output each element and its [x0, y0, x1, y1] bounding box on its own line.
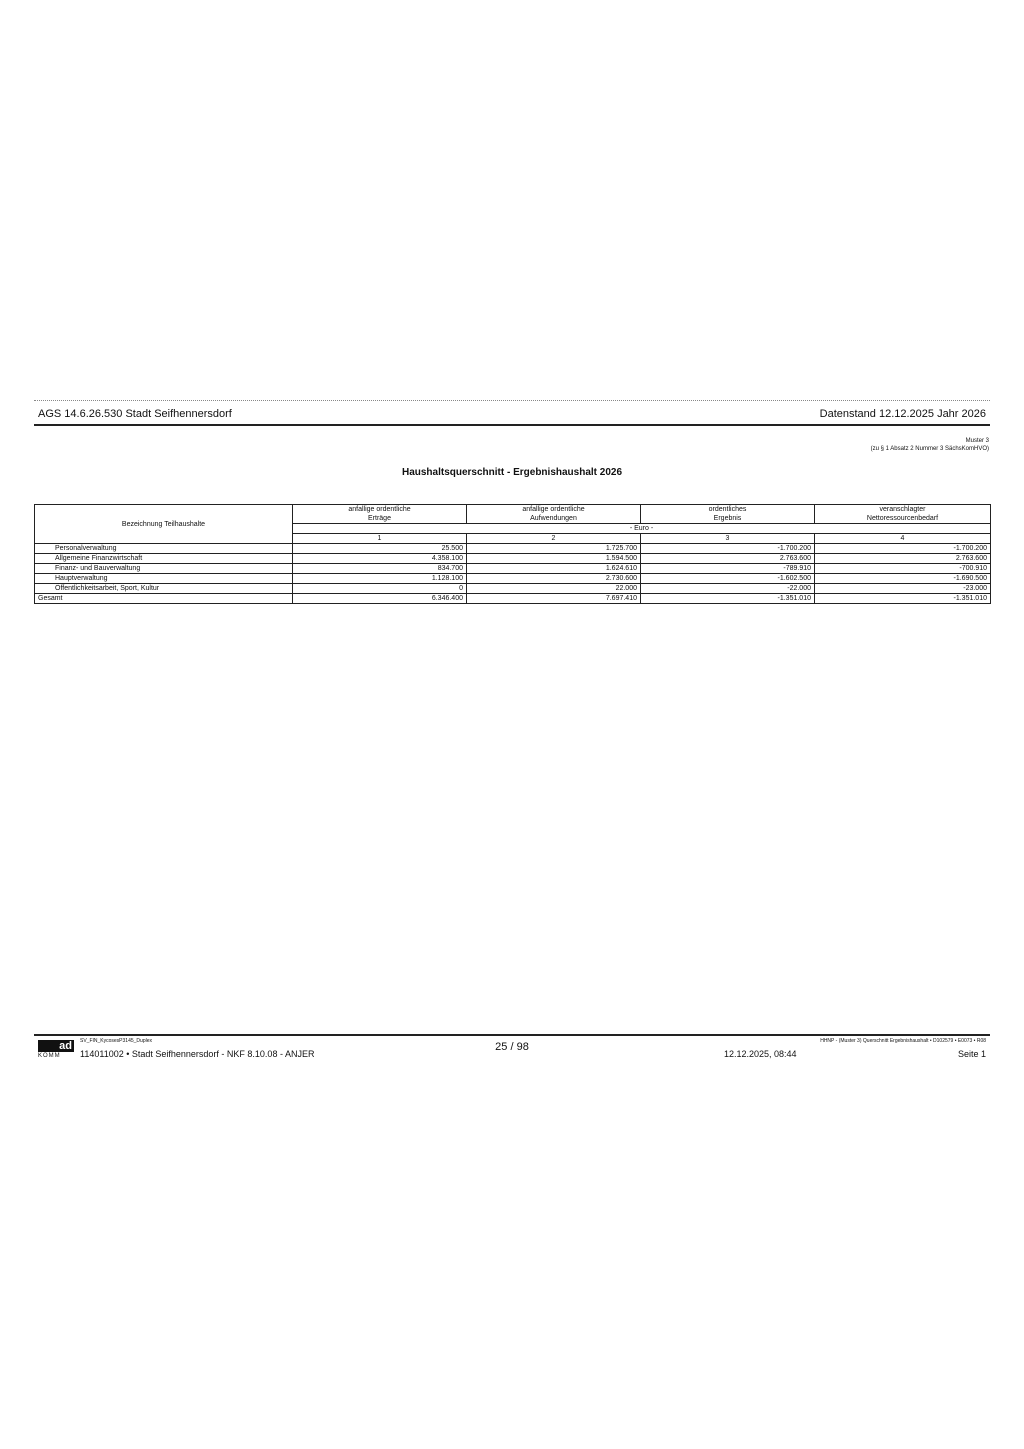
- footer-page-count: 25 / 98: [495, 1041, 529, 1053]
- table-row: [35, 544, 991, 554]
- table-row: [35, 564, 991, 574]
- cell-ertraege: 4.358.100: [293, 554, 467, 564]
- table-row: [35, 574, 991, 584]
- top-dotted-divider: [34, 400, 990, 401]
- logo-komm-text: KOMM: [38, 1053, 61, 1059]
- row-name: Allgemeine Finanzwirtschaft: [35, 554, 293, 564]
- cell-ertraege: 25.500: [293, 544, 467, 554]
- muster-reference: [871, 437, 989, 453]
- footer-organization: 114011002 • Stadt Seifhennersdorf - NKF 8.10.08 - ANJER: [80, 1049, 315, 1059]
- footer-report-id: SV_FIN_KycosesP3145_Duplex: [80, 1038, 152, 1044]
- cell-ergebnis: 2.763.600: [641, 554, 815, 564]
- cell-ertraege: 1.128.100: [293, 574, 467, 584]
- column-number: 2: [467, 534, 641, 544]
- total-ertraege: 6.346.400: [293, 594, 467, 604]
- footer-divider: [34, 1034, 990, 1036]
- muster-line-2: (zu § 1 Absatz 2 Nummer 3 SächsKomHVO): [870, 446, 989, 452]
- row-name: Öffentlichkeitsarbeit, Sport, Kultur: [35, 584, 293, 594]
- muster-line-1: Muster 3: [965, 438, 989, 444]
- total-nettoressourcenbedarf: -1.351.010: [815, 594, 991, 604]
- total-ergebnis: -1.351.010: [641, 594, 815, 604]
- column-header-name: Bezeichnung Teilhaushalte: [35, 505, 293, 544]
- footer-timestamp: 12.12.2025, 08:44: [724, 1049, 797, 1059]
- cell-nettoressourcenbedarf: -1.700.200: [815, 544, 991, 554]
- row-name: Personalverwaltung: [35, 544, 293, 554]
- column-header-4: veranschlagter Nettoressourcenbedarf: [815, 505, 991, 524]
- column-header-2: anfallige ordentliche Aufwendungen: [467, 505, 641, 524]
- cell-nettoressourcenbedarf: -700.910: [815, 564, 991, 574]
- cell-aufwendungen: 2.730.600: [467, 574, 641, 584]
- page-title: Haushaltsquerschnitt - Ergebnishaushalt 2026: [401, 467, 623, 478]
- logo-ad-text: ad: [38, 1040, 74, 1052]
- cell-ergebnis: -22.000: [641, 584, 815, 594]
- table-row: [35, 584, 991, 594]
- row-name: Finanz- und Bauverwaltung: [35, 564, 293, 574]
- footer-page-number: Seite 1: [957, 1049, 986, 1059]
- header-left-text: AGS 14.6.26.530 Stadt Seifhennersdorf: [38, 408, 232, 420]
- cell-ergebnis: -1.602.500: [641, 574, 815, 584]
- column-number: 4: [815, 534, 991, 544]
- total-row: [35, 594, 991, 604]
- cell-ergebnis: -789.910: [641, 564, 815, 574]
- column-number: 1: [293, 534, 467, 544]
- header-divider: [34, 424, 990, 426]
- cell-ertraege: 834.700: [293, 564, 467, 574]
- footer-report-descriptor: HHNP - (Muster 3) Querschnitt Ergebnishaushalt • D102579 • E0073 • R08: [820, 1038, 986, 1044]
- table-row: [35, 554, 991, 564]
- document-header: [38, 408, 986, 422]
- total-label: Gesamt: [35, 594, 293, 604]
- cell-aufwendungen: 22.000: [467, 584, 641, 594]
- header-right-text: Datenstand 12.12.2025 Jahr 2026: [819, 408, 986, 420]
- column-header-1: anfallige ordentliche Erträge: [293, 505, 467, 524]
- column-number: 3: [641, 534, 815, 544]
- cell-nettoressourcenbedarf: -23.000: [815, 584, 991, 594]
- cell-aufwendungen: 1.594.500: [467, 554, 641, 564]
- table-header-row: [35, 505, 991, 524]
- unit-label: - Euro -: [293, 524, 991, 534]
- cell-ertraege: 0: [293, 584, 467, 594]
- cell-aufwendungen: 1.725.700: [467, 544, 641, 554]
- cell-aufwendungen: 1.624.610: [467, 564, 641, 574]
- cell-ergebnis: -1.700.200: [641, 544, 815, 554]
- column-header-3: ordentliches Ergebnis: [641, 505, 815, 524]
- total-aufwendungen: 7.697.410: [467, 594, 641, 604]
- cross-section-table: [34, 504, 991, 604]
- cell-nettoressourcenbedarf: 2.763.600: [815, 554, 991, 564]
- row-name: Hauptverwaltung: [35, 574, 293, 584]
- cell-nettoressourcenbedarf: -1.690.500: [815, 574, 991, 584]
